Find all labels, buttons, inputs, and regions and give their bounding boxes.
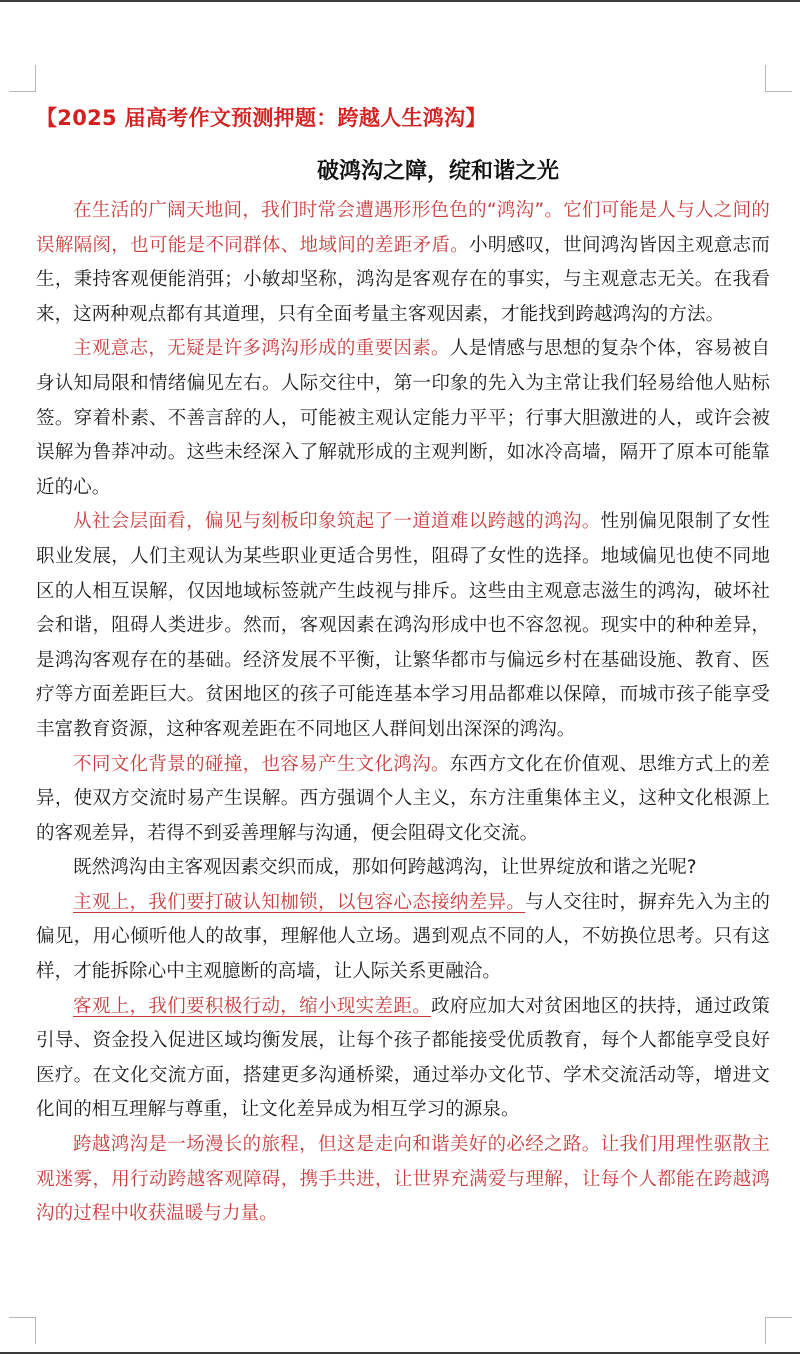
paragraph-body: 既然鸿沟由主客观因素交织而成，那如何跨越鸿沟，让世界绽放和谐之光呢?	[73, 857, 697, 879]
paragraph-7	[36, 990, 770, 1128]
paragraph-2	[36, 332, 770, 505]
paragraph-lead: 在生活的广阔天地间，我们时常会遭遇形形色色的“鸿沟”。它们可能是人与人之间的误解隔阂，也可能是不同群体、地域间的差距矛盾。	[36, 200, 770, 256]
crop-mark-bottom-right-icon	[765, 1317, 792, 1344]
paragraph-body: 政府应加大对贫困地区的扶持，通过政策引导、资金投入促进区域均衡发展，让每个孩子都能接受优质教育，每个人都能享受良好医疗。在文化交流方面，搭建更多沟通桥梁，通过举办文化节、学术交流活动等，增进文化间的相互理解与尊重，让文化差异成为相互学习的源泉。	[36, 995, 770, 1121]
paragraph-body: 性别偏见限制了女性职业发展，人们主观认为某些职业更适合男性，阻碍了女性的选择。地域偏见也使不同地区的人相互误解，仅因地域标签就产生歧视与排斥。这些由主观意志滋生的鸿沟，破坏社会和谐，阻碍人类进步。然而，客观因素在鸿沟形成中也不容忽视。现实中的种种差异，是鸿沟客观存在的基础。经济发展不平衡，让繁华都市与偏远乡村在基础设施、教育、医疗等方面差距巨大。贫困地区的孩子可能连基本学习用品都难以保障，而城市孩子能享受丰富教育资源，这种客观差距在不同地区人群间划出深深的鸿沟。	[36, 511, 770, 740]
paragraph-6	[36, 886, 770, 990]
top-edge-line	[0, 0, 800, 2]
document-page	[36, 100, 770, 1232]
paragraph-body: 与人交往时，摒弃先入为主的偏见，用心倾听他人的故事，理解他人立场。遇到观点不同的人，不妨换位思考。只有这样，才能拆除心中主观臆断的高墙，让人际关系更融洽。	[36, 891, 770, 983]
paragraph-lead: 从社会层面看，偏见与刻板印象筑起了一道道难以跨越的鸿沟。	[73, 511, 601, 533]
crop-mark-bottom-left-icon	[9, 1317, 36, 1344]
paragraph-1	[36, 194, 770, 332]
paragraph-lead: 主观意志，无疑是许多鸿沟形成的重要因素。	[73, 338, 450, 360]
paragraph-lead-underlined: 主观上，我们要打破认知枷锁，以包容心态接纳差异。	[73, 891, 526, 913]
paragraph-4	[36, 748, 770, 852]
paragraph-lead: 跨越鸿沟是一场漫长的旅程，但这是走向和谐美好的必经之路。让我们用理性驱散主观迷雾，用行动跨越客观障碍，携手共进，让世界充满爱与理解，让每个人都能在跨越鸿沟的过程中收获温暖与力量。	[36, 1134, 770, 1225]
paragraph-body: 人是情感与思想的复杂个体，容易被自身认知局限和情绪偏见左右。人际交往中，第一印象的先入为主常让我们轻易给他人贴标签。穿着朴素、不善言辞的人，可能被主观认定能力平平；行事大胆激进的人，或许会被误解为鲁莽冲动。这些未经深入了解就形成的主观判断，如冰冷高墙，隔开了原本可能靠近的心。	[36, 338, 770, 498]
paragraph-lead-underlined: 客观上，我们要积极行动，缩小现实差距。	[73, 995, 432, 1017]
paragraph-lead: 不同文化背景的碰撞，也容易产生文化鸿沟。	[73, 753, 450, 775]
document-heading: 【2025 届高考作文预测押题：跨越人生鸿沟】	[36, 106, 487, 130]
crop-mark-top-right-icon	[765, 65, 792, 92]
paragraph-8	[36, 1128, 770, 1232]
paragraph-body: 东西方文化在价值观、思维方式上的差异，使双方交流时易产生误解。西方强调个人主义，东方注重集体主义，这种文化根源上的客观差异，若得不到妥善理解与沟通，便会阻碍文化交流。	[36, 753, 770, 844]
paragraph-body: 小明感叹，世间鸿沟皆因主观意志而生，秉持客观便能消弭；小敏却坚称，鸿沟是客观存在的事实，与主观意志无关。在我看来，这两种观点都有其道理，只有全面考量主客观因素，才能找到跨越鸿沟的方法。	[36, 234, 770, 325]
essay-title: 破鸿沟之障，绽和谐之光	[316, 159, 559, 184]
crop-mark-top-left-icon	[9, 65, 36, 92]
paragraph-5	[36, 851, 770, 886]
paragraph-3	[36, 505, 770, 747]
